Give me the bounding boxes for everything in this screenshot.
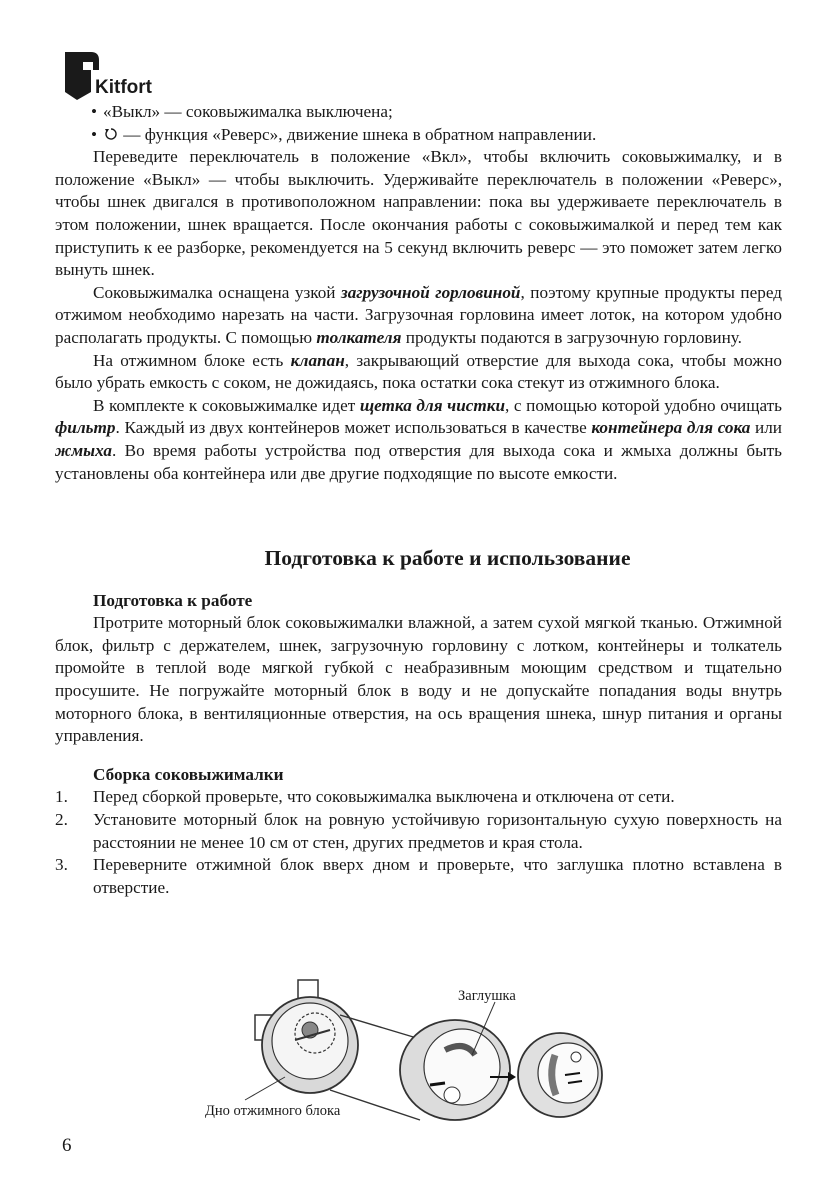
figure-label-bottom: Дно отжимного блока xyxy=(205,1103,341,1119)
subsection-title: Подготовка к работе xyxy=(93,590,253,610)
paragraph: Переведите переключатель в положение «Вкл», чтобы включить соковыжималку, и в положение «Выкл» — чтобы выключить. Удерживайте переключатель в положении «Реверс», чтобы шнек двигался в противоположном направлении: пока вы удерживаете переключатель в этом положении, шнек вращается. После окончания работы с соковыжималкой и перед тем как приступить к ее разборке, рекомендуется на 5 секунд включить реверс — это поможет затем легко вынуть шнек. xyxy=(55,147,782,280)
subsection-title: Сборка соковыжималки xyxy=(93,764,284,784)
list-item: 2. Установите моторный блок на ровную устойчивую горизонтальную сухую поверхность на расстоянии не менее 10 см от стен, других предметов и края стола. xyxy=(55,810,782,852)
page-number: 6 xyxy=(62,1135,72,1156)
brand-name: Kitfort xyxy=(95,77,152,98)
paragraph: Протрите моторный блок соковыжималки влажной, а затем сухой мягкой тканью. Отжимной блок, фильтр с держателем, шнек, загрузочную горловину с лотком, контейнеры и толкатель промойте в теплой воде мягкой губкой с неабразивным моющим средством и тщательно просушите. Не погружайте моторный блок в воду и не допускайте попадания воды внутрь моторного блока, в вентиляционные отверстия, на ось вращения шнека, шнур питания и органы управления. xyxy=(55,613,782,746)
list-item: • — функция «Реверс», движение шнека в обратном направлении. xyxy=(55,124,782,147)
assembly-figure xyxy=(190,975,620,1125)
list-item: 1. Перед сборкой проверьте, что соковыжималка выключена и отключена от сети. xyxy=(55,787,675,807)
list-item: 3. Переверните отжимной блок вверх дном и проверьте, что заглушка плотно вставлена в отверстие. xyxy=(55,855,782,897)
reverse-arrow-icon xyxy=(103,126,119,142)
section-title: Подготовка к работе и использование xyxy=(264,546,631,571)
paragraph: В комплекте к соковыжималке идет щетка для чистки, с помощью которой удобно очищать фильтр. Каждый из двух контейнеров может использоваться в качестве контейнера для сока или жмыха. Во время работы устройства под отверстия для выхода сока и жмыха должны быть установлены оба контейнера или две другие подходящие по высоте емкости. xyxy=(55,395,782,483)
figure-label-plug: Заглушка xyxy=(458,988,516,1004)
paragraph: На отжимном блоке есть клапан, закрывающий отверстие для выхода сока, чтобы можно было убрать емкость с соком, не дожидаясь, пока остатки сока стекут из отжимного блока. xyxy=(55,350,782,393)
steps-list xyxy=(55,786,782,899)
list-item: • «Выкл» — соковыжималка выключена; xyxy=(55,101,782,124)
paragraph: Соковыжималка оснащена узкой загрузочной горловиной, поэтому крупные продукты перед отжимом необходимо нарезать на части. Загрузочная горловина имеет лоток, на котором удобно располагать продукты. С помощью толкателя продукты подаются в загрузочную горловину. xyxy=(55,282,783,347)
page-content xyxy=(55,101,782,899)
